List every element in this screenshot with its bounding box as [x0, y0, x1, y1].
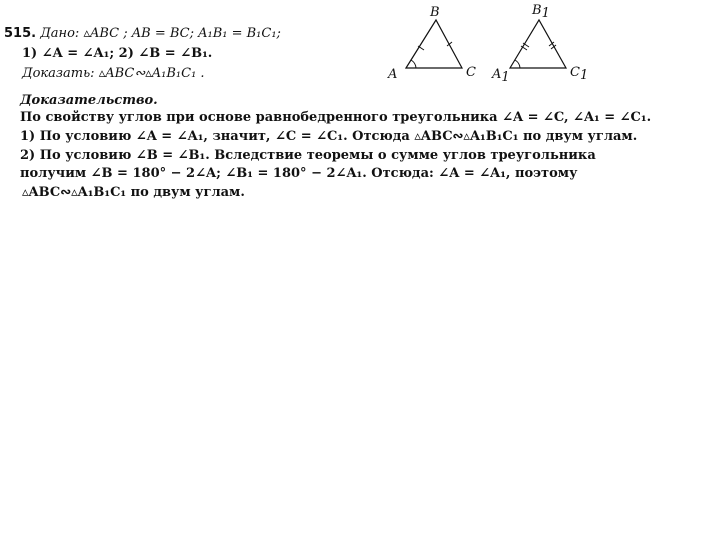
problem-conditions: 1) ∠A = ∠A₁; 2) ∠B = ∠B₁. — [22, 46, 213, 61]
proof-line-2: 1) По условию ∠A = ∠A₁, значит, ∠C = ∠C₁. Отсюда ▵ABC∾▵A₁B₁C₁ по двум углам. — [20, 129, 638, 144]
prove-label: Доказать: — [22, 66, 95, 81]
proof-line-4: получим ∠B = 180° − 2∠A; ∠B₁ = 180° − 2∠A₁. Отсюда: ∠A = ∠A₁, поэтому — [20, 166, 578, 181]
proof-line-5: ▵ABC∾▵A₁B₁C₁ по двум углам. — [22, 185, 245, 200]
label-a1: A1 — [492, 67, 510, 85]
problem-number: 515. — [4, 26, 37, 41]
given-text: ▵ABC ; AB = BC; A₁B₁ = B₁C₁; — [83, 26, 281, 41]
triangle-a1b1c1 — [510, 20, 566, 68]
label-a: A — [388, 67, 398, 82]
angle-arc-a1 — [515, 60, 520, 68]
triangle-abc — [406, 20, 462, 68]
prove-text: ▵ABC∾▵A₁B₁C₁ . — [98, 66, 205, 81]
angle-arc-a — [411, 60, 416, 68]
given-label: Дано: — [40, 26, 80, 41]
label-c1: C1 — [570, 65, 589, 83]
proof-line-3: 2) По условию ∠B = ∠B₁. Вследствие теоремы о сумме углов треугольника — [20, 148, 596, 163]
proof-heading: Доказательство. — [20, 93, 158, 108]
proof-line-1: По свойству углов при основе равнобедренного треугольника ∠A = ∠C, ∠A₁ = ∠C₁. — [20, 110, 652, 125]
label-c: C — [466, 65, 476, 80]
triangles-figure — [0, 0, 715, 100]
label-b: B — [430, 5, 440, 20]
label-b1: B1 — [532, 3, 550, 21]
